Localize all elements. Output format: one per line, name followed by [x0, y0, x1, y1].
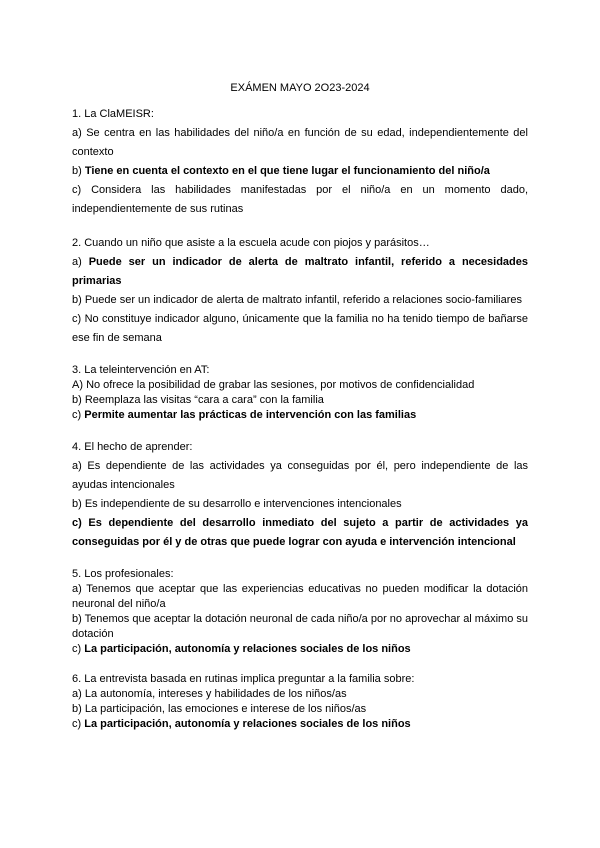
question-5 — [72, 567, 528, 657]
question-3-option-a: A) No ofrece la posibilidad de grabar las sesiones, por motivos de confidencialidad — [72, 379, 475, 391]
question-5-option-a: a) Tenemos que aceptar que las experiencias educativas no pueden modificar la dotación neuronal del niño/a — [72, 583, 528, 610]
question-2 — [72, 234, 528, 348]
question-3 — [72, 363, 528, 423]
question-1-option-b: b) Tiene en cuenta el contexto en el que tiene lugar el funcionamiento del niño/a — [72, 165, 490, 177]
question-6 — [72, 672, 528, 732]
question-6-option-c: c) La participación, autonomía y relaciones sociales de los niños — [72, 718, 411, 730]
question-1 — [72, 105, 528, 219]
question-5-stem: 5. Los profesionales: — [72, 568, 174, 580]
question-4-option-b: b) Es independiente de su desarrollo e intervenciones intencionales — [72, 498, 402, 510]
question-2-option-b: b) Puede ser un indicador de alerta de maltrato infantil, referido a relaciones socio-familiares — [72, 294, 523, 306]
question-5-option-c: c) La participación, autonomía y relaciones sociales de los niños — [72, 643, 411, 655]
question-5-option-b: b) Tenemos que aceptar la dotación neuronal de cada niño/a por no aprovechar al máximo su dotación — [72, 613, 528, 640]
exam-title: EXÁMEN MAYO 2O23-2024 — [230, 82, 370, 94]
question-6-stem: 6. La entrevista basada en rutinas implica preguntar a la familia sobre: — [72, 673, 415, 685]
question-2-option-a: a) Puede ser un indicador de alerta de maltrato infantil, referido a necesidades primarias — [72, 256, 529, 287]
question-3-stem: 3. La teleintervención en AT: — [72, 364, 210, 376]
question-1-option-c: c) Considera las habilidades manifestadas por el niño/a en un momento dado, independientemente de sus rutinas — [72, 184, 528, 215]
question-4 — [72, 438, 528, 552]
question-3-option-b: b) Reemplaza las visitas “cara a cara” con la familia — [72, 394, 324, 406]
question-6-option-b: b) La participación, las emociones e interese de los niños/as — [72, 703, 367, 715]
question-4-option-c: c) Es dependiente del desarrollo inmediato del sujeto a partir de actividades ya conseguidas por él y de otras que puede lograr con ayuda e intervención intencional — [72, 517, 528, 548]
question-4-stem: 4. El hecho de aprender: — [72, 441, 193, 453]
question-3-option-c: c) Permite aumentar las prácticas de intervención con las familias — [72, 409, 417, 421]
question-4-option-a: a) Es dependiente de las actividades ya conseguidas por él, pero independiente de las ayudas intencionales — [72, 460, 529, 491]
question-2-stem: 2. Cuando un niño que asiste a la escuela acude con piojos y parásitos… — [72, 237, 430, 249]
question-1-stem: 1. La ClaMEISR: — [72, 108, 154, 120]
question-6-option-a: a) La autonomía, intereses y habilidades de los niños/as — [72, 688, 347, 700]
question-1-option-a: a) Se centra en las habilidades del niño/a en función de su edad, independientemente del contexto — [72, 127, 528, 158]
question-2-option-c: c) No constituye indicador alguno, únicamente que la familia no ha tenido tiempo de bañarse ese fin de semana — [72, 313, 528, 344]
